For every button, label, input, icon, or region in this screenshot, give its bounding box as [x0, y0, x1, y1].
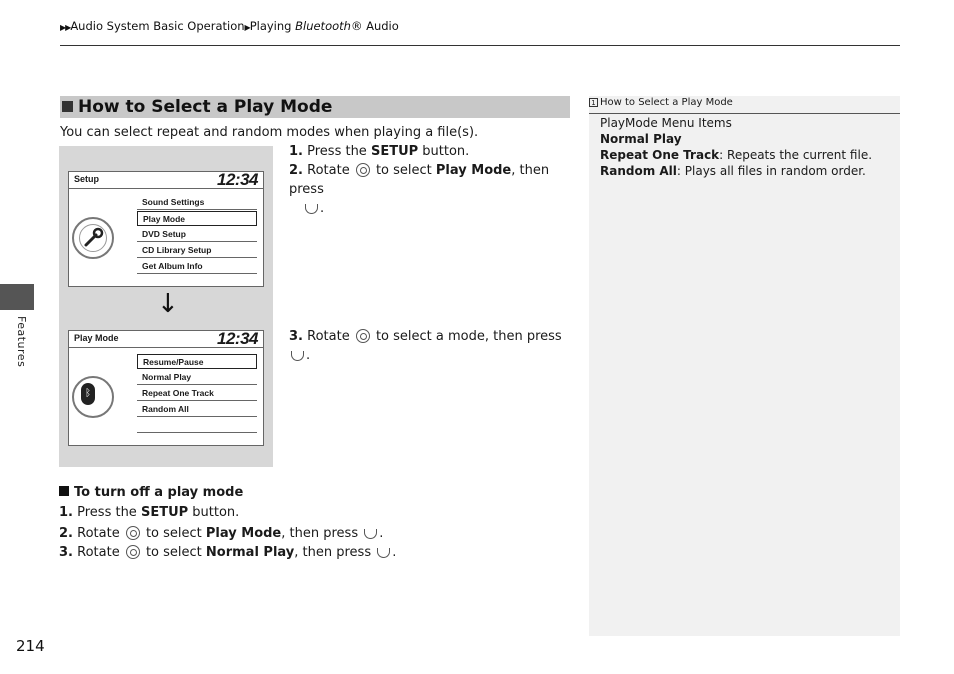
turn-off-step-2-post: , then press — [281, 526, 363, 541]
breadcrumb-markers: ▶▶ — [60, 23, 71, 32]
menu-item-random-all[interactable]: Random All — [137, 402, 257, 417]
breadcrumb-separator: ▶ — [244, 23, 250, 32]
wrench-icon — [80, 225, 106, 251]
play-mode-label: Play Mode — [435, 163, 512, 178]
play-mode-screen-title: Play Mode — [74, 333, 119, 343]
selector-knob-icon — [356, 163, 370, 177]
step-1-text-end: button. — [418, 144, 470, 159]
sidebar-heading-text[interactable]: How to Select a Play Mode — [600, 97, 733, 108]
bluetooth-dial-icon — [72, 376, 114, 418]
menu-item-play-mode[interactable]: Play Mode — [137, 211, 257, 226]
page-number: 214 — [16, 637, 45, 655]
sidebar-item-random-desc: : Plays all files in random order. — [676, 164, 866, 178]
turn-off-step-3-text: Rotate — [77, 545, 124, 560]
setup-screen-title: Setup — [74, 174, 100, 184]
intro-text: You can select repeat and random modes when playing a file(s). — [60, 125, 479, 140]
sidebar-body — [600, 115, 872, 179]
setup-screen — [68, 171, 264, 287]
breadcrumb-part2-italic[interactable]: Bluetooth — [295, 19, 351, 33]
turn-off-step-2-number: 2. — [59, 526, 73, 541]
turn-off-step-1-text: Press the — [77, 505, 141, 520]
side-tab-marker — [0, 284, 34, 310]
breadcrumb-part2-suffix[interactable]: ® Audio — [350, 19, 399, 33]
sidebar-item-random-all — [600, 163, 872, 179]
menu-item-sound-settings[interactable]: Sound Settings — [137, 195, 257, 210]
turn-off-step-2-text: Rotate — [77, 526, 124, 541]
normal-play-label: Normal Play — [205, 545, 295, 560]
sidebar-item-repeat-desc: : Repeats the current file. — [719, 148, 873, 162]
square-bullet-icon — [59, 486, 69, 496]
section-title-text: How to Select a Play Mode — [78, 97, 333, 117]
menu-item-normal-play[interactable]: Normal Play — [137, 370, 257, 385]
press-knob-icon — [377, 548, 390, 558]
bluetooth-icon: ᛒ — [81, 383, 95, 405]
step-2-period: . — [320, 201, 325, 216]
menu-item-cd-library-setup[interactable]: CD Library Setup — [137, 243, 257, 258]
play-mode-screen-header — [69, 331, 263, 348]
turn-off-step-3-mid: to select — [141, 545, 206, 560]
step-2-text-mid: to select — [371, 163, 436, 178]
sidebar-item-repeat-label: Repeat One Track — [600, 148, 720, 162]
turn-off-step-3-post: , then press — [294, 545, 376, 560]
step-3-text: Rotate — [307, 329, 354, 344]
turn-off-heading — [59, 485, 243, 500]
breadcrumb-part1[interactable]: Audio System Basic Operation — [70, 19, 245, 33]
steps-group-a — [289, 142, 574, 218]
selector-knob-icon — [126, 545, 140, 559]
menu-item-dvd-setup[interactable]: DVD Setup — [137, 227, 257, 242]
turn-off-step-1-number: 1. — [59, 505, 73, 520]
square-bullet-icon — [62, 101, 73, 112]
setup-label: SETUP — [370, 144, 419, 159]
arrow-down-icon: ↓ — [157, 289, 179, 319]
menu-item-get-album-info[interactable]: Get Album Info — [137, 259, 257, 274]
menu-item-resume-pause[interactable]: Resume/Pause — [137, 354, 257, 369]
section-title — [62, 96, 332, 118]
steps-group-b — [289, 327, 574, 365]
step-3-number: 3. — [289, 329, 303, 344]
sidebar-item-repeat-one-track — [600, 147, 872, 163]
turn-off-step-2 — [59, 524, 579, 543]
step-1 — [289, 142, 574, 161]
step-2-continuation — [289, 199, 574, 218]
menu-item-repeat-one-track[interactable]: Repeat One Track — [137, 386, 257, 401]
step-1-text: Press the — [307, 144, 371, 159]
turn-off-step-3-number: 3. — [59, 545, 73, 560]
setup-label: SETUP — [140, 505, 189, 520]
setup-screen-clock: 12:34 — [217, 170, 258, 189]
press-knob-icon — [364, 529, 377, 539]
turn-off-steps — [59, 503, 579, 562]
turn-off-step-2-period: . — [379, 526, 384, 541]
screen-illustration-panel — [59, 146, 273, 467]
turn-off-step-3-period: . — [392, 545, 397, 560]
turn-off-heading-text: To turn off a play mode — [74, 485, 244, 500]
setup-screen-header — [69, 172, 263, 189]
step-2 — [289, 161, 574, 199]
step-3-text-mid: to select a mode, then press — [371, 329, 562, 344]
turn-off-step-2-mid: to select — [141, 526, 206, 541]
step-3-period: . — [306, 348, 311, 363]
play-mode-screen — [68, 330, 264, 446]
turn-off-step-1-end: button. — [188, 505, 240, 520]
wrench-dial-icon — [72, 217, 114, 259]
note-marker-icon: 1 — [589, 98, 598, 107]
play-mode-label: Play Mode — [205, 526, 282, 541]
step-1-number: 1. — [289, 144, 303, 159]
step-2-text-end: , then press — [289, 163, 550, 197]
breadcrumb — [60, 19, 399, 33]
breadcrumb-part2-prefix[interactable]: Playing — [249, 19, 296, 33]
sidebar-heading — [589, 96, 900, 114]
header-rule — [60, 45, 900, 46]
step-2-number: 2. — [289, 163, 303, 178]
sidebar-item-random-label: Random All — [600, 164, 677, 178]
sidebar-item-normal-play: Normal Play — [600, 132, 682, 146]
press-knob-icon — [305, 204, 318, 214]
dial-inner — [79, 224, 107, 252]
sidebar-menu-title: PlayMode Menu Items — [600, 116, 732, 130]
menu-item-empty — [137, 418, 257, 433]
turn-off-step-3 — [59, 543, 579, 562]
side-tab-label: Features — [15, 316, 28, 368]
press-knob-icon — [291, 351, 304, 361]
selector-knob-icon — [356, 329, 370, 343]
turn-off-step-1 — [59, 503, 579, 522]
selector-knob-icon — [126, 526, 140, 540]
step-2-text: Rotate — [307, 163, 354, 178]
play-mode-screen-clock: 12:34 — [217, 329, 258, 348]
